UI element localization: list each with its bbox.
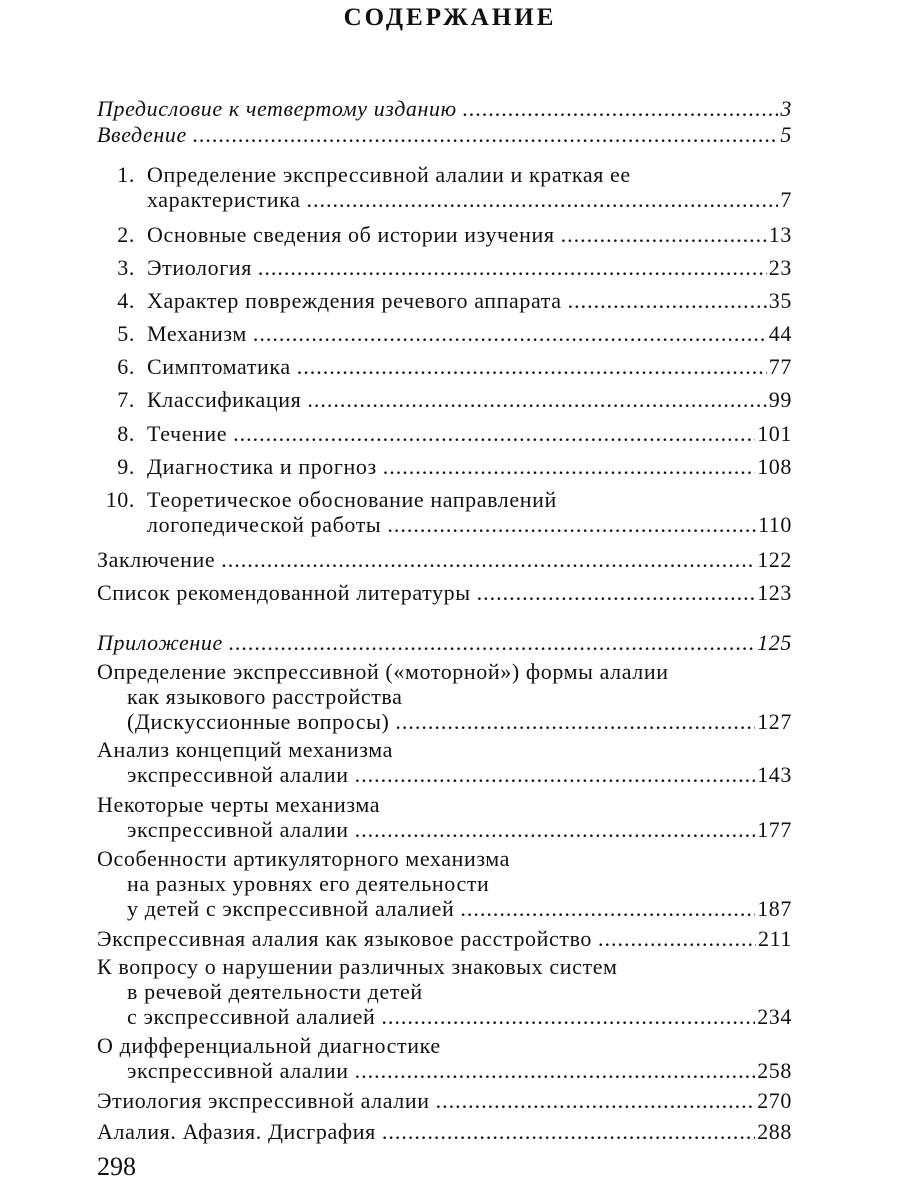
toc-entry-line xyxy=(97,896,792,921)
entry-page-number: 122 xyxy=(757,547,792,572)
entry-title: Предисловие к четвертому изданию xyxy=(97,96,457,121)
dot-leader xyxy=(395,709,755,734)
toc-entry xyxy=(97,222,792,247)
dot-leader xyxy=(381,1004,755,1029)
entry-page-number: 177 xyxy=(757,817,792,842)
toc-entry xyxy=(97,288,792,313)
toc-entry-line xyxy=(97,979,792,1004)
dot-leader xyxy=(383,454,755,479)
entry-title: Характер повреждения речевого аппарата xyxy=(147,288,562,313)
dot-leader xyxy=(355,1058,756,1083)
entry-title: (Дискуссионные вопросы) xyxy=(127,709,390,734)
entry-page-number: 258 xyxy=(757,1058,792,1083)
toc-entry-line xyxy=(97,762,792,787)
entry-title: Течение xyxy=(147,421,228,446)
entry-title: Особенности артикуляторного механизма xyxy=(97,846,511,871)
entry-page-number: 270 xyxy=(757,1088,792,1113)
toc-entry xyxy=(97,580,792,605)
dot-leader xyxy=(306,187,778,212)
chapter-number: 6. xyxy=(117,354,135,379)
dot-leader xyxy=(307,387,766,412)
toc-entry-line xyxy=(97,547,792,572)
toc-entry xyxy=(97,792,792,842)
entry-title: Введение xyxy=(97,122,187,147)
chapter-number: 8. xyxy=(117,421,135,446)
entry-title: Диагностика и прогноз xyxy=(147,454,377,479)
toc-entry-line xyxy=(97,1058,792,1083)
entry-page-number: 101 xyxy=(757,421,792,446)
toc-entry xyxy=(97,1119,792,1144)
toc-entry xyxy=(97,659,792,734)
toc-entry-line xyxy=(97,122,792,147)
toc-entry-line xyxy=(97,737,792,762)
toc-entry-line xyxy=(97,288,792,313)
entry-title: О дифференциальной диагностике xyxy=(97,1033,441,1058)
entry-title: Классификация xyxy=(147,387,302,412)
entry-title: Список рекомендованной литературы xyxy=(97,580,471,605)
toc-entry-line xyxy=(97,1004,792,1029)
toc-entry xyxy=(97,122,792,147)
dot-leader xyxy=(193,122,779,147)
entry-title: логопедической работы xyxy=(147,512,382,537)
toc-entry-line xyxy=(97,454,792,479)
entry-title: Экспрессивная алалия как языковое расстройство xyxy=(97,926,593,951)
toc-entry xyxy=(97,162,792,212)
entry-title: Механизм xyxy=(147,321,247,346)
toc-entry xyxy=(97,926,792,951)
entry-page-number: 143 xyxy=(757,762,792,787)
entry-page-number: 125 xyxy=(757,630,792,655)
page-title: СОДЕРЖАНИЕ xyxy=(343,4,557,31)
toc-entry-line xyxy=(97,684,792,709)
entry-page-number: 44 xyxy=(768,321,792,346)
entry-title: Некоторые черты механизма xyxy=(97,792,381,817)
dot-leader xyxy=(568,288,767,313)
entry-title: Анализ концепций механизма xyxy=(97,737,393,762)
toc-entry-line xyxy=(97,421,792,446)
toc-entry xyxy=(97,846,792,921)
entry-page-number: 127 xyxy=(757,709,792,734)
entry-title: на разных уровнях его деятельности xyxy=(127,871,490,896)
toc-entry xyxy=(97,487,792,537)
toc-entry-line xyxy=(97,1119,792,1144)
toc-entry xyxy=(97,547,792,572)
entry-title: Заключение xyxy=(97,547,216,572)
entry-title: экспрессивной алалии xyxy=(127,1058,349,1083)
entry-page-number: 99 xyxy=(768,387,792,412)
toc-entry-line xyxy=(97,817,792,842)
toc-entry-line xyxy=(97,354,792,379)
toc-entry-line xyxy=(97,630,792,655)
toc-entry-line xyxy=(97,1033,792,1058)
entry-page-number: 211 xyxy=(758,926,792,951)
dot-leader xyxy=(460,896,755,921)
dot-leader xyxy=(297,354,767,379)
toc-entry-line xyxy=(97,222,792,247)
entry-page-number: 23 xyxy=(768,255,792,280)
dot-leader xyxy=(463,96,779,121)
dot-leader xyxy=(221,547,755,572)
entry-page-number: 234 xyxy=(757,1004,792,1029)
dot-leader xyxy=(233,421,755,446)
toc-entry-line xyxy=(97,580,792,605)
entry-title: характеристика xyxy=(147,187,301,212)
dot-leader xyxy=(258,255,767,280)
toc-entry-line xyxy=(97,659,792,684)
entry-page-number: 13 xyxy=(768,222,792,247)
entry-title: Этиология экспрессивной алалии xyxy=(97,1088,430,1113)
toc-entry-line xyxy=(97,96,792,121)
toc-entry xyxy=(97,321,792,346)
entry-title: Приложение xyxy=(97,630,223,655)
dot-leader xyxy=(355,762,756,787)
entry-title: Алалия. Афазия. Дисграфия xyxy=(97,1119,376,1144)
toc-entry xyxy=(97,630,792,655)
toc-entry-line xyxy=(97,871,792,896)
dot-leader xyxy=(355,817,756,842)
entry-title: Теоретическое обоснование направлений xyxy=(147,487,557,512)
entry-title: К вопросу о нарушении различных знаковых систем xyxy=(97,954,618,979)
entry-title: с экспрессивной алалией xyxy=(127,1004,376,1029)
entry-title: у детей с экспрессивной алалией xyxy=(127,896,455,921)
entry-title: экспрессивной алалии xyxy=(127,762,349,787)
chapter-number: 4. xyxy=(117,288,135,313)
toc-entry xyxy=(97,454,792,479)
toc-entry-line xyxy=(97,1088,792,1113)
toc-entry xyxy=(97,255,792,280)
toc-entry xyxy=(97,954,792,1029)
dot-leader xyxy=(229,630,755,655)
entry-page-number: 77 xyxy=(768,354,792,379)
toc-entry-line xyxy=(97,512,792,537)
entry-title: Определение экспрессивной («моторной») формы алалии xyxy=(97,659,669,684)
toc-entry-line xyxy=(97,954,792,979)
dot-leader xyxy=(561,222,767,247)
dot-leader xyxy=(598,926,756,951)
entry-page-number: 35 xyxy=(768,288,792,313)
toc-entry xyxy=(97,387,792,412)
entry-page-number: 123 xyxy=(757,580,792,605)
chapter-number: 2. xyxy=(117,222,135,247)
dot-leader xyxy=(387,512,756,537)
entry-title: Определение экспрессивной алалии и краткая ее xyxy=(147,162,631,187)
toc-entry-line xyxy=(97,792,792,817)
toc-entry-line xyxy=(97,321,792,346)
chapter-number: 9. xyxy=(117,454,135,479)
entry-page-number: 108 xyxy=(757,454,792,479)
toc-entry-line xyxy=(97,709,792,734)
toc-entry xyxy=(97,1033,792,1083)
toc-entry-line xyxy=(97,487,792,512)
chapter-number: 3. xyxy=(117,255,135,280)
toc-entry xyxy=(97,421,792,446)
chapter-number: 7. xyxy=(117,387,135,412)
entry-page-number: 5 xyxy=(780,122,792,147)
chapter-number: 5. xyxy=(117,321,135,346)
toc-entry-line xyxy=(97,162,792,187)
dot-leader xyxy=(436,1088,756,1113)
entry-title: экспрессивной алалии xyxy=(127,817,349,842)
entry-title: Основные сведения об истории изучения xyxy=(147,222,555,247)
entry-title: Этиология xyxy=(147,255,252,280)
dot-leader xyxy=(253,321,767,346)
toc-entry-line xyxy=(97,846,792,871)
toc-entry-line xyxy=(97,387,792,412)
entry-title: в речевой деятельности детей xyxy=(127,979,423,1004)
toc-entry xyxy=(97,737,792,787)
entry-title: Симптоматика xyxy=(147,354,291,379)
toc-entry xyxy=(97,354,792,379)
entry-page-number: 7 xyxy=(780,187,792,212)
toc-entry xyxy=(97,96,792,121)
entry-page-number: 3 xyxy=(780,96,792,121)
toc-entry xyxy=(97,1088,792,1113)
toc-entry-line xyxy=(97,255,792,280)
dot-leader xyxy=(382,1119,755,1144)
toc-entry-line xyxy=(97,926,792,951)
entry-page-number: 187 xyxy=(757,896,792,921)
chapter-number: 1. xyxy=(117,162,135,187)
entry-page-number: 110 xyxy=(758,512,792,537)
dot-leader xyxy=(477,580,756,605)
toc-entry-line xyxy=(97,187,792,212)
entry-title: как языкового расстройства xyxy=(127,684,403,709)
page-number: 298 xyxy=(97,1152,136,1181)
chapter-number: 10. xyxy=(105,487,135,512)
entry-page-number: 288 xyxy=(757,1119,792,1144)
